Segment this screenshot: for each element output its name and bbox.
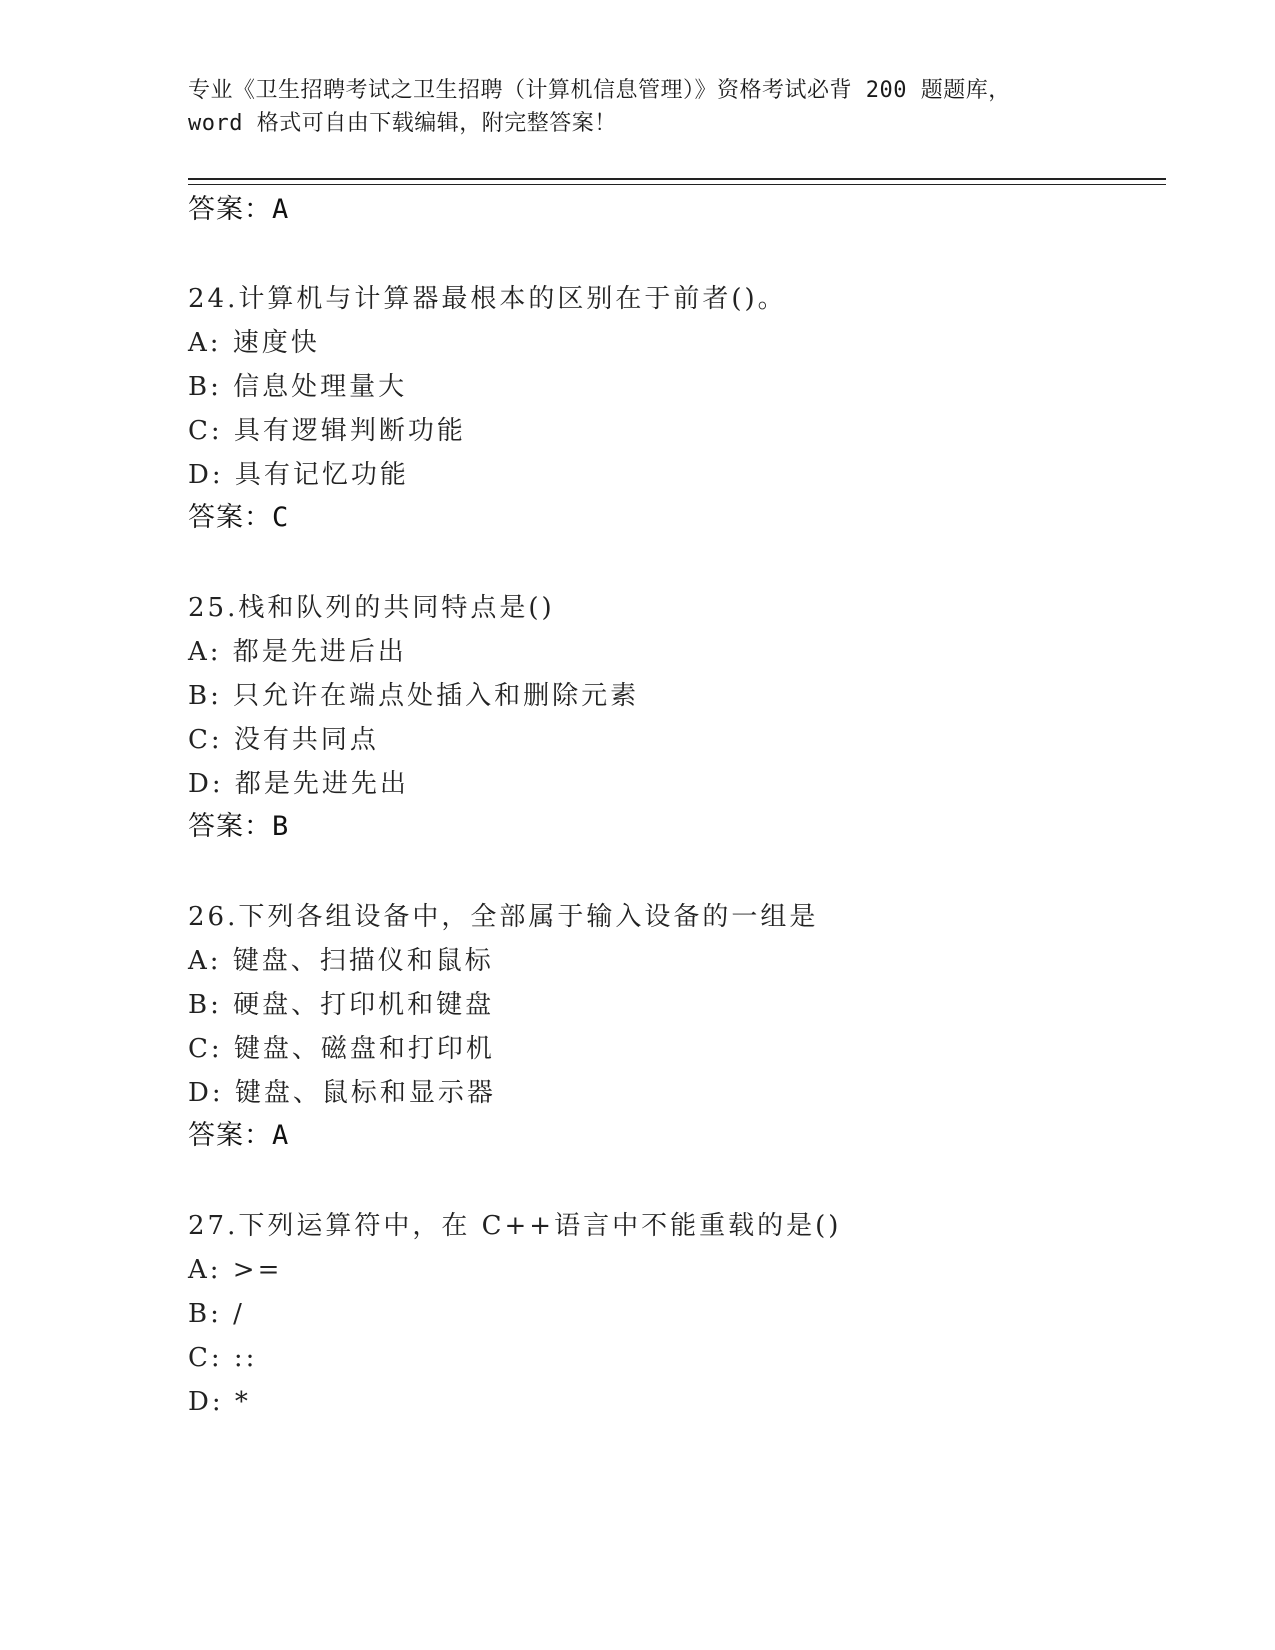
question-25-option-b: B: 只允许在端点处插入和删除元素 [188, 681, 640, 711]
question-25-option-a: A: 都是先进后出 [188, 637, 407, 667]
question-25-stem: 25.栈和队列的共同特点是() [188, 593, 555, 623]
question-24-option-c: C: 具有逻辑判断功能 [188, 416, 466, 446]
question-26-stem: 26.下列各组设备中，全部属于输入设备的一组是 [188, 902, 819, 932]
header-line-1: 专业《卫生招聘考试之卫生招聘（计算机信息管理）》资格考试必背 200 题题库， [188, 78, 1011, 103]
question-25-option-c: C: 没有共同点 [188, 725, 379, 755]
question-25-option-d: D: 都是先进先出 [188, 769, 409, 799]
document-header [188, 74, 1088, 140]
question-27-option-a: A: >= [188, 1255, 283, 1285]
question-27-stem: 27.下列运算符中，在 C++语言中不能重载的是() [188, 1211, 842, 1241]
question-26-option-d: D: 键盘、鼠标和显示器 [188, 1078, 496, 1108]
question-27-option-c: C: :: [188, 1343, 258, 1373]
answer-label: 答案： [188, 811, 272, 842]
question-24-stem: 24.计算机与计算器最根本的区别在于前者()。 [188, 284, 787, 314]
question-24-option-d: D: 具有记忆功能 [188, 460, 409, 490]
answer-value: B [272, 811, 290, 842]
question-26-answer [188, 1119, 289, 1153]
question-25-answer [188, 810, 289, 844]
header-line-2: word 格式可自由下载编辑，附完整答案！ [188, 111, 617, 136]
question-24-option-a: A: 速度快 [188, 328, 320, 358]
answer-label: 答案： [188, 502, 272, 533]
header-divider-thin [188, 184, 1166, 185]
answer-previous [188, 193, 289, 227]
header-divider-thick [188, 178, 1166, 180]
question-26-option-a: A: 键盘、扫描仪和鼠标 [188, 946, 494, 976]
answer-value: C [272, 502, 290, 533]
question-27-option-d: D: * [188, 1387, 251, 1417]
question-26-option-b: B: 硬盘、打印机和键盘 [188, 990, 495, 1020]
answer-label: 答案： [188, 1120, 272, 1151]
answer-value: A [272, 194, 290, 225]
question-27-option-b: B: / [188, 1299, 245, 1329]
answer-value: A [272, 1120, 290, 1151]
answer-label: 答案： [188, 194, 272, 225]
question-24-answer [188, 501, 289, 535]
question-26-option-c: C: 键盘、磁盘和打印机 [188, 1034, 495, 1064]
question-24-option-b: B: 信息处理量大 [188, 372, 408, 402]
